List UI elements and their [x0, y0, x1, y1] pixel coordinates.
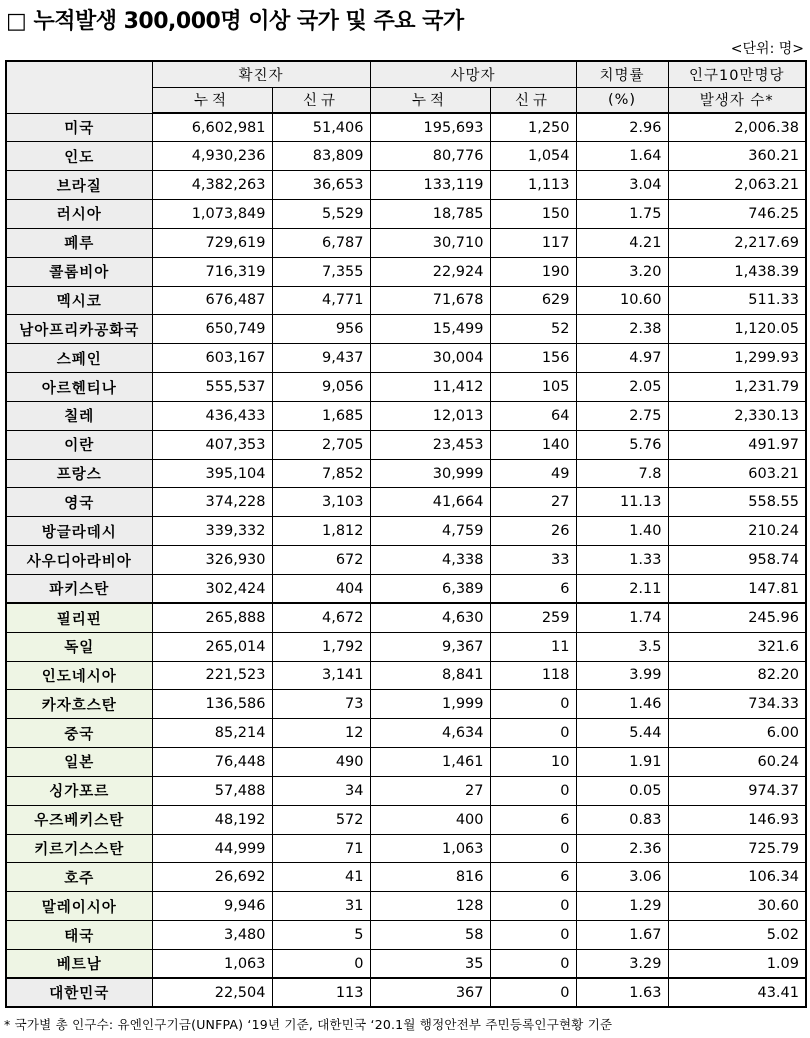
per100k-cell: 30.60: [668, 892, 806, 921]
deaths-cumulative-cell: 4,759: [370, 517, 490, 546]
table-row: [6, 257, 806, 286]
confirmed-new-cell: 2,705: [272, 430, 370, 459]
confirmed-cumulative-cell: 326,930: [152, 546, 272, 575]
cfr-cell: 3.5: [576, 632, 668, 661]
deaths-cumulative-cell: 12,013: [370, 401, 490, 430]
header-cfr-bottom: (%): [576, 87, 668, 113]
confirmed-cumulative-cell: 48,192: [152, 805, 272, 834]
cfr-cell: 4.97: [576, 344, 668, 373]
per100k-cell: 974.37: [668, 776, 806, 805]
cfr-cell: 4.21: [576, 228, 668, 257]
deaths-cumulative-cell: 27: [370, 776, 490, 805]
header-country-blank: [6, 61, 152, 113]
header-deaths-cumulative: 누적: [370, 87, 490, 113]
deaths-new-cell: 0: [490, 921, 576, 950]
table-row: [6, 719, 806, 748]
country-cell: 중국: [6, 719, 152, 748]
table-row: [6, 805, 806, 834]
confirmed-cumulative-cell: 729,619: [152, 228, 272, 257]
cfr-cell: 1.75: [576, 200, 668, 229]
table-row: [6, 430, 806, 459]
country-cell: 방글라데시: [6, 517, 152, 546]
confirmed-new-cell: 1,792: [272, 632, 370, 661]
deaths-new-cell: 140: [490, 430, 576, 459]
confirmed-cumulative-cell: 265,888: [152, 603, 272, 632]
confirmed-cumulative-cell: 302,424: [152, 575, 272, 604]
cfr-cell: 2.38: [576, 315, 668, 344]
per100k-cell: 1,438.39: [668, 257, 806, 286]
deaths-new-cell: 10: [490, 748, 576, 777]
country-cell: 싱가포르: [6, 776, 152, 805]
confirmed-new-cell: 572: [272, 805, 370, 834]
deaths-cumulative-cell: 8,841: [370, 661, 490, 690]
per100k-cell: 1,120.05: [668, 315, 806, 344]
table-row: [6, 401, 806, 430]
confirmed-new-cell: 73: [272, 690, 370, 719]
header-confirmed-new: 신규: [272, 87, 370, 113]
table-row: [6, 228, 806, 257]
confirmed-cumulative-cell: 4,382,263: [152, 171, 272, 200]
confirmed-new-cell: 956: [272, 315, 370, 344]
deaths-cumulative-cell: 367: [370, 978, 490, 1007]
country-cell: 스페인: [6, 344, 152, 373]
table-row: [6, 546, 806, 575]
per100k-cell: 725.79: [668, 834, 806, 863]
confirmed-cumulative-cell: 603,167: [152, 344, 272, 373]
cfr-cell: 3.04: [576, 171, 668, 200]
table-row: [6, 978, 806, 1007]
deaths-new-cell: 0: [490, 949, 576, 978]
per100k-cell: 321.6: [668, 632, 806, 661]
confirmed-cumulative-cell: 136,586: [152, 690, 272, 719]
deaths-new-cell: 6: [490, 863, 576, 892]
cfr-cell: 5.76: [576, 430, 668, 459]
country-cell: 우즈베키스탄: [6, 805, 152, 834]
table-row: [6, 575, 806, 604]
deaths-new-cell: 118: [490, 661, 576, 690]
country-cell: 미국: [6, 113, 152, 142]
confirmed-new-cell: 1,812: [272, 517, 370, 546]
deaths-new-cell: 156: [490, 344, 576, 373]
confirmed-new-cell: 71: [272, 834, 370, 863]
deaths-new-cell: 49: [490, 459, 576, 488]
country-cell: 브라질: [6, 171, 152, 200]
cfr-cell: 0.05: [576, 776, 668, 805]
deaths-cumulative-cell: 18,785: [370, 200, 490, 229]
cfr-cell: 2.75: [576, 401, 668, 430]
per100k-cell: 5.02: [668, 921, 806, 950]
confirmed-new-cell: 113: [272, 978, 370, 1007]
deaths-cumulative-cell: 30,999: [370, 459, 490, 488]
deaths-new-cell: 190: [490, 257, 576, 286]
confirmed-cumulative-cell: 339,332: [152, 517, 272, 546]
confirmed-cumulative-cell: 676,487: [152, 286, 272, 315]
table-row: [6, 632, 806, 661]
country-cell: 독일: [6, 632, 152, 661]
per100k-cell: 558.55: [668, 488, 806, 517]
deaths-new-cell: 0: [490, 690, 576, 719]
table-row: [6, 344, 806, 373]
cfr-cell: 11.13: [576, 488, 668, 517]
cfr-cell: 2.11: [576, 575, 668, 604]
deaths-new-cell: 150: [490, 200, 576, 229]
deaths-cumulative-cell: 1,063: [370, 834, 490, 863]
deaths-new-cell: 0: [490, 719, 576, 748]
confirmed-cumulative-cell: 374,228: [152, 488, 272, 517]
confirmed-cumulative-cell: 26,692: [152, 863, 272, 892]
confirmed-new-cell: 9,056: [272, 373, 370, 402]
deaths-cumulative-cell: 30,004: [370, 344, 490, 373]
deaths-cumulative-cell: 9,367: [370, 632, 490, 661]
header-confirmed: 확진자: [152, 61, 370, 87]
header-confirmed-cumulative: 누적: [152, 87, 272, 113]
deaths-new-cell: 259: [490, 603, 576, 632]
deaths-cumulative-cell: 816: [370, 863, 490, 892]
table-row: [6, 113, 806, 142]
per100k-cell: 2,217.69: [668, 228, 806, 257]
cfr-cell: 2.36: [576, 834, 668, 863]
country-cell: 말레이시아: [6, 892, 152, 921]
confirmed-new-cell: 36,653: [272, 171, 370, 200]
confirmed-cumulative-cell: 6,602,981: [152, 113, 272, 142]
confirmed-new-cell: 51,406: [272, 113, 370, 142]
cfr-cell: 3.99: [576, 661, 668, 690]
per100k-cell: 511.33: [668, 286, 806, 315]
cfr-cell: 2.96: [576, 113, 668, 142]
table-row: [6, 373, 806, 402]
confirmed-cumulative-cell: 716,319: [152, 257, 272, 286]
deaths-new-cell: 6: [490, 575, 576, 604]
table-row: [6, 603, 806, 632]
country-cell: 호주: [6, 863, 152, 892]
per100k-cell: 2,063.21: [668, 171, 806, 200]
country-cell: 아르헨티나: [6, 373, 152, 402]
confirmed-cumulative-cell: 4,930,236: [152, 142, 272, 171]
deaths-cumulative-cell: 128: [370, 892, 490, 921]
confirmed-cumulative-cell: 221,523: [152, 661, 272, 690]
confirmed-cumulative-cell: 265,014: [152, 632, 272, 661]
per100k-cell: 2,330.13: [668, 401, 806, 430]
table-row: [6, 776, 806, 805]
country-cell: 페루: [6, 228, 152, 257]
country-cell: 대한민국: [6, 978, 152, 1007]
country-cell: 카자흐스탄: [6, 690, 152, 719]
country-cell: 베트남: [6, 949, 152, 978]
confirmed-cumulative-cell: 1,063: [152, 949, 272, 978]
cfr-cell: 1.63: [576, 978, 668, 1007]
confirmed-new-cell: 83,809: [272, 142, 370, 171]
deaths-cumulative-cell: 23,453: [370, 430, 490, 459]
cfr-cell: 1.91: [576, 748, 668, 777]
deaths-new-cell: 0: [490, 776, 576, 805]
deaths-cumulative-cell: 4,630: [370, 603, 490, 632]
confirmed-new-cell: 6,787: [272, 228, 370, 257]
table-header: [6, 61, 806, 113]
deaths-cumulative-cell: 4,338: [370, 546, 490, 575]
deaths-new-cell: 27: [490, 488, 576, 517]
country-cell: 사우디아라비아: [6, 546, 152, 575]
per100k-cell: 106.34: [668, 863, 806, 892]
per100k-cell: 1.09: [668, 949, 806, 978]
deaths-new-cell: 6: [490, 805, 576, 834]
country-cell: 러시아: [6, 200, 152, 229]
confirmed-new-cell: 404: [272, 575, 370, 604]
deaths-new-cell: 1,250: [490, 113, 576, 142]
table-row: [6, 142, 806, 171]
per100k-cell: 146.93: [668, 805, 806, 834]
footnote: * 국가별 총 인구수: 유엔인구기금(UNFPA) ‘19년 기준, 대한민국 ‘20.1월 행정안전부 주민등록인구현황 기준: [4, 1017, 613, 1032]
per100k-cell: 734.33: [668, 690, 806, 719]
deaths-new-cell: 117: [490, 228, 576, 257]
confirmed-cumulative-cell: 555,537: [152, 373, 272, 402]
confirmed-cumulative-cell: 76,448: [152, 748, 272, 777]
deaths-cumulative-cell: 1,999: [370, 690, 490, 719]
confirmed-cumulative-cell: 85,214: [152, 719, 272, 748]
country-cell: 키르기스스탄: [6, 834, 152, 863]
table-row: [6, 748, 806, 777]
table-row: [6, 690, 806, 719]
confirmed-new-cell: 1,685: [272, 401, 370, 430]
deaths-new-cell: 0: [490, 892, 576, 921]
deaths-cumulative-cell: 6,389: [370, 575, 490, 604]
per100k-cell: 958.74: [668, 546, 806, 575]
table-row: [6, 863, 806, 892]
cfr-cell: 1.74: [576, 603, 668, 632]
table-row: [6, 488, 806, 517]
deaths-cumulative-cell: 35: [370, 949, 490, 978]
deaths-new-cell: 1,054: [490, 142, 576, 171]
cfr-cell: 1.67: [576, 921, 668, 950]
per100k-cell: 60.24: [668, 748, 806, 777]
cfr-cell: 7.8: [576, 459, 668, 488]
per100k-cell: 603.21: [668, 459, 806, 488]
confirmed-cumulative-cell: 9,946: [152, 892, 272, 921]
deaths-new-cell: 26: [490, 517, 576, 546]
cfr-cell: 3.20: [576, 257, 668, 286]
per100k-cell: 82.20: [668, 661, 806, 690]
country-cell: 칠레: [6, 401, 152, 430]
confirmed-new-cell: 672: [272, 546, 370, 575]
deaths-new-cell: 1,113: [490, 171, 576, 200]
per100k-cell: 746.25: [668, 200, 806, 229]
country-cell: 콜롬비아: [6, 257, 152, 286]
country-cell: 프랑스: [6, 459, 152, 488]
country-cell: 일본: [6, 748, 152, 777]
confirmed-new-cell: 7,852: [272, 459, 370, 488]
cfr-cell: 1.64: [576, 142, 668, 171]
confirmed-cumulative-cell: 57,488: [152, 776, 272, 805]
confirmed-new-cell: 9,437: [272, 344, 370, 373]
deaths-cumulative-cell: 400: [370, 805, 490, 834]
confirmed-new-cell: 12: [272, 719, 370, 748]
country-cell: 필리핀: [6, 603, 152, 632]
per100k-cell: 210.24: [668, 517, 806, 546]
table-row: [6, 834, 806, 863]
confirmed-new-cell: 4,771: [272, 286, 370, 315]
country-cell: 태국: [6, 921, 152, 950]
header-per100k-bottom: 발생자 수*: [668, 87, 806, 113]
confirmed-cumulative-cell: 407,353: [152, 430, 272, 459]
covid-country-table: [5, 60, 807, 1008]
cfr-cell: 3.06: [576, 863, 668, 892]
page-title: □ 누적발생 300,000명 이상 국가 및 주요 국가: [6, 9, 464, 34]
deaths-cumulative-cell: 80,776: [370, 142, 490, 171]
confirmed-new-cell: 4,672: [272, 603, 370, 632]
country-cell: 파키스탄: [6, 575, 152, 604]
confirmed-new-cell: 7,355: [272, 257, 370, 286]
confirmed-new-cell: 5: [272, 921, 370, 950]
deaths-new-cell: 0: [490, 834, 576, 863]
per100k-cell: 2,006.38: [668, 113, 806, 142]
confirmed-new-cell: 0: [272, 949, 370, 978]
confirmed-new-cell: 34: [272, 776, 370, 805]
header-deaths-new: 신규: [490, 87, 576, 113]
deaths-cumulative-cell: 15,499: [370, 315, 490, 344]
cfr-cell: 1.29: [576, 892, 668, 921]
cfr-cell: 5.44: [576, 719, 668, 748]
table-row: [6, 171, 806, 200]
deaths-cumulative-cell: 30,710: [370, 228, 490, 257]
header-deaths: 사망자: [370, 61, 576, 87]
deaths-cumulative-cell: 41,664: [370, 488, 490, 517]
per100k-cell: 360.21: [668, 142, 806, 171]
deaths-cumulative-cell: 22,924: [370, 257, 490, 286]
country-cell: 인도: [6, 142, 152, 171]
deaths-cumulative-cell: 195,693: [370, 113, 490, 142]
cfr-cell: 1.40: [576, 517, 668, 546]
confirmed-cumulative-cell: 44,999: [152, 834, 272, 863]
deaths-cumulative-cell: 133,119: [370, 171, 490, 200]
confirmed-cumulative-cell: 436,433: [152, 401, 272, 430]
unit-label: <단위: 명>: [730, 41, 804, 57]
table-row: [6, 315, 806, 344]
country-cell: 멕시코: [6, 286, 152, 315]
header-per100k-top: 인구10만명당: [668, 61, 806, 87]
deaths-new-cell: 33: [490, 546, 576, 575]
per100k-cell: 245.96: [668, 603, 806, 632]
per100k-cell: 147.81: [668, 575, 806, 604]
cfr-cell: 1.46: [576, 690, 668, 719]
deaths-cumulative-cell: 58: [370, 921, 490, 950]
confirmed-new-cell: 41: [272, 863, 370, 892]
confirmed-cumulative-cell: 650,749: [152, 315, 272, 344]
per100k-cell: 1,299.93: [668, 344, 806, 373]
deaths-new-cell: 0: [490, 978, 576, 1007]
cfr-cell: 3.29: [576, 949, 668, 978]
country-cell: 이란: [6, 430, 152, 459]
table-row: [6, 459, 806, 488]
table-row: [6, 892, 806, 921]
deaths-new-cell: 629: [490, 286, 576, 315]
per100k-cell: 491.97: [668, 430, 806, 459]
country-cell: 인도네시아: [6, 661, 152, 690]
table-row: [6, 661, 806, 690]
confirmed-cumulative-cell: 1,073,849: [152, 200, 272, 229]
table-row: [6, 949, 806, 978]
deaths-cumulative-cell: 4,634: [370, 719, 490, 748]
per100k-cell: 6.00: [668, 719, 806, 748]
table-row: [6, 286, 806, 315]
header-cfr-top: 치명률: [576, 61, 668, 87]
cfr-cell: 1.33: [576, 546, 668, 575]
table-row: [6, 200, 806, 229]
cfr-cell: 0.83: [576, 805, 668, 834]
deaths-cumulative-cell: 1,461: [370, 748, 490, 777]
deaths-new-cell: 11: [490, 632, 576, 661]
cfr-cell: 2.05: [576, 373, 668, 402]
confirmed-new-cell: 31: [272, 892, 370, 921]
country-cell: 영국: [6, 488, 152, 517]
deaths-new-cell: 105: [490, 373, 576, 402]
confirmed-new-cell: 5,529: [272, 200, 370, 229]
table-row: [6, 921, 806, 950]
per100k-cell: 43.41: [668, 978, 806, 1007]
per100k-cell: 1,231.79: [668, 373, 806, 402]
confirmed-new-cell: 3,141: [272, 661, 370, 690]
confirmed-new-cell: 3,103: [272, 488, 370, 517]
table-body: [6, 113, 806, 1007]
confirmed-cumulative-cell: 3,480: [152, 921, 272, 950]
table-row: [6, 517, 806, 546]
deaths-cumulative-cell: 11,412: [370, 373, 490, 402]
confirmed-cumulative-cell: 395,104: [152, 459, 272, 488]
deaths-new-cell: 52: [490, 315, 576, 344]
confirmed-cumulative-cell: 22,504: [152, 978, 272, 1007]
country-cell: 남아프리카공화국: [6, 315, 152, 344]
deaths-cumulative-cell: 71,678: [370, 286, 490, 315]
confirmed-new-cell: 490: [272, 748, 370, 777]
cfr-cell: 10.60: [576, 286, 668, 315]
deaths-new-cell: 64: [490, 401, 576, 430]
